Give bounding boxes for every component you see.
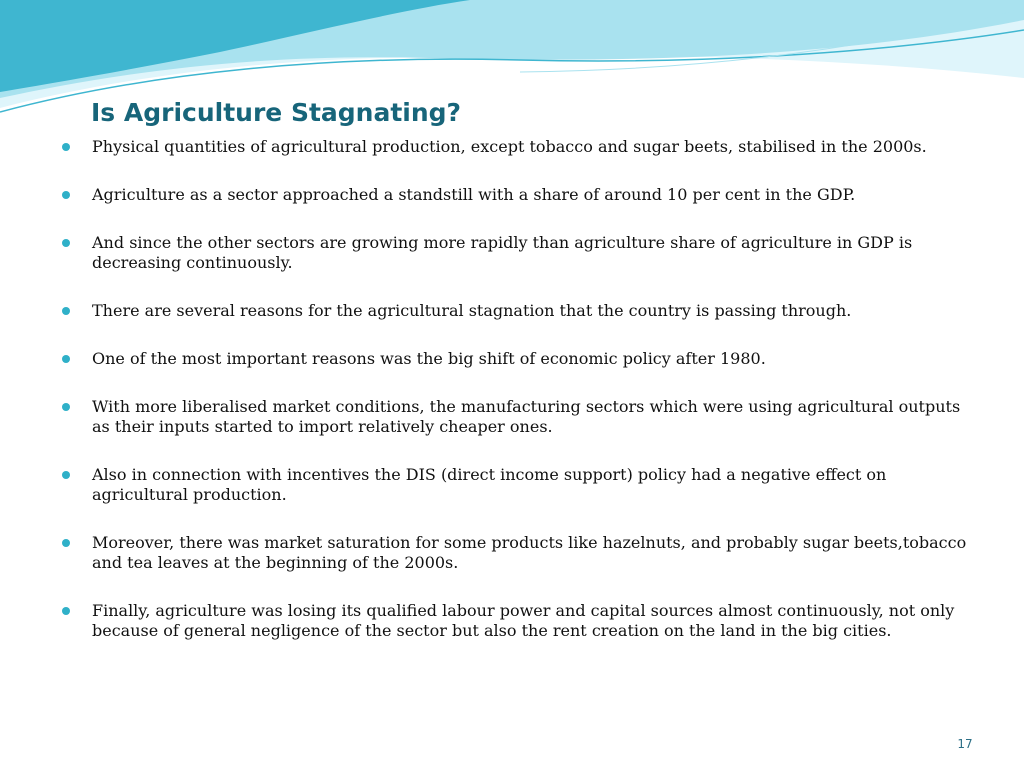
bullet-dot-icon xyxy=(62,539,70,547)
bullet-dot-icon xyxy=(62,143,70,151)
bullet-text: Also in connection with incentives the DIS (direct income support) policy had a negative effect on agricultural production. xyxy=(92,465,887,504)
bullet-item xyxy=(62,349,972,369)
bullet-text: There are several reasons for the agricultural stagnation that the country is passing through. xyxy=(92,301,852,320)
bullet-text: Moreover, there was market saturation for some products like hazelnuts, and probably sugar beets,tobacco and tea leaves at the beginning of the 2000s. xyxy=(92,533,967,572)
bullet-dot-icon xyxy=(62,355,70,363)
bullet-item xyxy=(62,533,972,573)
page-number: 17 xyxy=(957,737,973,751)
bullet-text: One of the most important reasons was the big shift of economic policy after 1980. xyxy=(92,349,766,368)
bullet-dot-icon xyxy=(62,191,70,199)
bullet-text: And since the other sectors are growing more rapidly than agriculture share of agriculture in GDP is decreasing continuously. xyxy=(92,233,913,272)
slide-title: Is Agriculture Stagnating? xyxy=(91,98,462,127)
bullet-text: Agriculture as a sector approached a standstill with a share of around 10 per cent in the GDP. xyxy=(92,185,856,204)
bullet-dot-icon xyxy=(62,471,70,479)
bullet-dot-icon xyxy=(62,403,70,411)
bullet-dot-icon xyxy=(62,239,70,247)
bullet-item xyxy=(62,233,972,273)
bullet-item xyxy=(62,601,972,641)
bullet-dot-icon xyxy=(62,307,70,315)
bullet-item xyxy=(62,465,972,505)
bullet-dot-icon xyxy=(62,607,70,615)
bullet-text: With more liberalised market conditions, the manufacturing sectors which were using agricultural outputs as their inputs started to import relatively cheaper ones. xyxy=(92,397,961,436)
bullet-item xyxy=(62,301,972,321)
bullet-item xyxy=(62,137,972,157)
bullet-text: Physical quantities of agricultural production, except tobacco and sugar beets, stabilised in the 2000s. xyxy=(92,137,927,156)
bullet-list xyxy=(62,137,972,669)
bullet-item xyxy=(62,397,972,437)
bullet-item xyxy=(62,185,972,205)
bullet-text: Finally, agriculture was losing its qualified labour power and capital sources almost continuously, not only because of general negligence of the sector but also the rent creation on the land in the big cities. xyxy=(92,601,955,640)
